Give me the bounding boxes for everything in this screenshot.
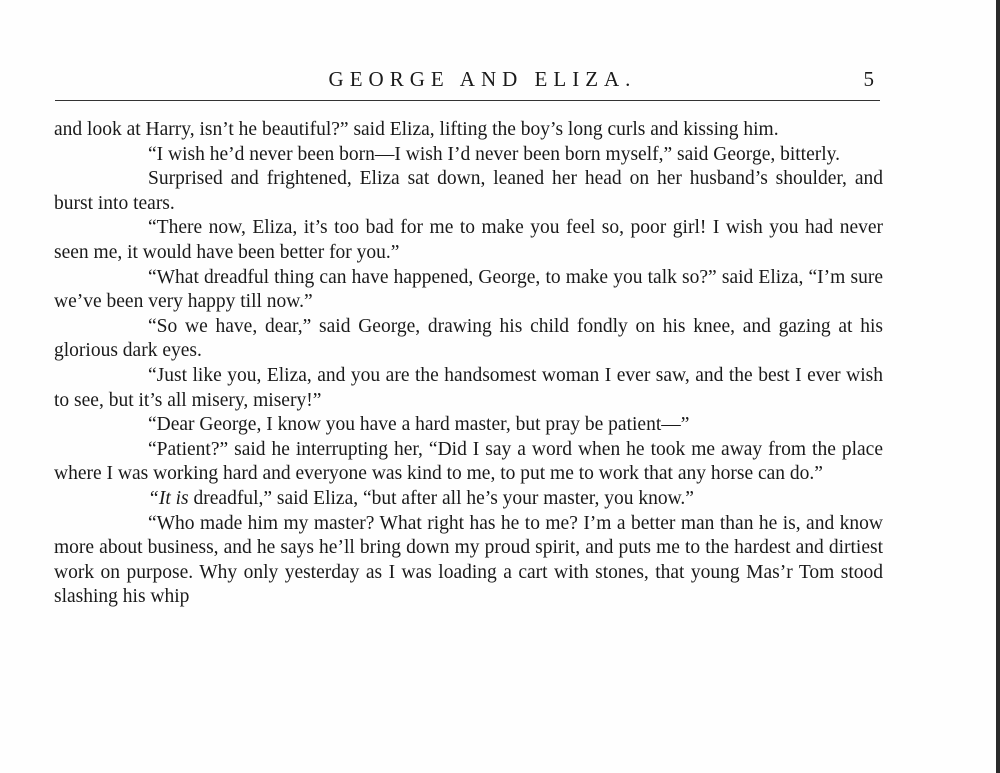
running-title: GEORGE AND ELIZA. bbox=[328, 67, 637, 91]
paragraph: “I wish he’d never been born—I wish I’d never been born myself,” said George, bitterly. bbox=[148, 143, 841, 165]
body-text bbox=[54, 118, 883, 610]
header-rule bbox=[55, 100, 880, 101]
page-number: 5 bbox=[863, 67, 874, 91]
paragraph: “Dear George, I know you have a hard master, but pray be patient—” bbox=[148, 414, 690, 436]
paragraph: “Just like you, Eliza, and you are the handsomest woman I ever saw, and the best I ever wish to see, but it’s all misery, misery!” bbox=[54, 364, 883, 411]
paragraph: Surprised and frightened, Eliza sat down, leaned her head on her husband’s shoulder, and burst into tears. bbox=[54, 168, 883, 214]
page-edge-shadow bbox=[996, 0, 1000, 773]
paragraph bbox=[54, 487, 883, 512]
paragraph: “So we have, dear,” said George, drawing his child fondly on his knee, and gazing at his glorious dark eyes. bbox=[54, 315, 883, 362]
running-head bbox=[55, 64, 880, 94]
italic-emphasis: “It is bbox=[148, 487, 189, 509]
paragraph: “What dreadful thing can have happened, George, to make you talk so?” said Eliza, “I’m sure we’ve been very happy till now.” bbox=[54, 266, 883, 313]
paragraph: “Who made him my master? What right has he to me? I’m a better man than he is, and know more about business, and he says he’ll bring down my proud spirit, and puts me to the hardest and dirtiest work on purpose. Why only yesterday as I was loading a cart with stones, that young Mas’r Tom stood slashing his whip bbox=[54, 512, 883, 608]
paragraph: “Patient?” said he interrupting her, “Did I say a word when he took me away from the place where I was working hard and everyone was kind to me, to put me to work that any horse can do.” bbox=[54, 438, 883, 485]
paragraph: and look at Harry, isn’t he beautiful?” said Eliza, lifting the boy’s long curls and kissing him. bbox=[54, 119, 779, 140]
paragraph: “There now, Eliza, it’s too bad for me to make you feel so, poor girl! I wish you had never seen me, it would have been better for you.” bbox=[54, 217, 883, 263]
paragraph-text: dreadful,” said Eliza, “but after all he’s your master, you know.” bbox=[188, 487, 694, 509]
